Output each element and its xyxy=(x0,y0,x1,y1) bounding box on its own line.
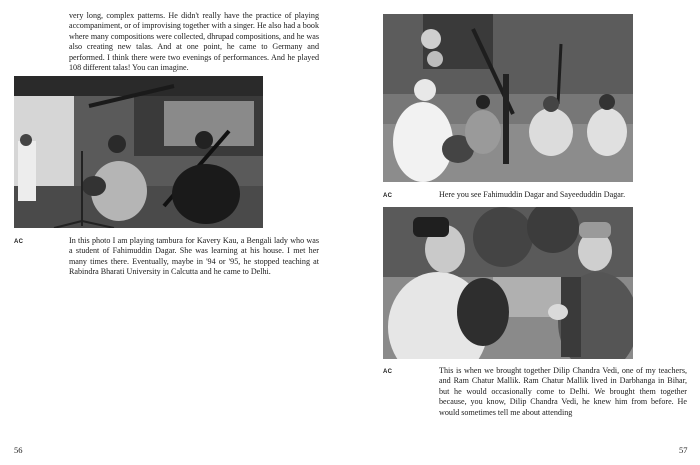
right-page xyxy=(350,0,700,465)
right-caption2: This is when we brought together Dilip Chandra Vedi, one of my teachers, and Ram Chatur Mallik. Ram Chatur Mallik lived in Darbhanga in Bihar, but he would occasionally come to Delhi. We brought them together because, you know, Dilip Chandra Vedi, he knew him from before. He would sometimes tell me about attending xyxy=(439,366,687,417)
right-caption2-initials: AC xyxy=(383,369,393,375)
left-caption-initials: AC xyxy=(14,239,24,245)
right-photo-bottom xyxy=(383,207,633,359)
left-photo-image xyxy=(14,76,263,228)
right-photo-top-image xyxy=(383,14,633,182)
right-caption1: Here you see Fahimuddin Dagar and Sayeeduddin Dagar. xyxy=(439,190,626,199)
left-caption: In this photo I am playing tambura for Kavery Kau, a Bengali lady who was a student of Fahimuddin Dagar. She was learning at his house. I met her many times there. Eventually, maybe in '94 or '95, he stopped teaching at Rabindra Bharati University in Calcutta and he came to Delhi. xyxy=(69,236,319,277)
left-photo xyxy=(14,76,263,228)
right-photo-bottom-image xyxy=(383,207,633,359)
right-photo-top xyxy=(383,14,633,182)
right-page-number: 57 xyxy=(679,445,688,455)
left-top-paragraph: very long, complex patterns. He didn't really have the practice of playing accompaniment, or of improvising together with a singer. He also had a book where many compositions were collected, dhrupad compositions, and he was also creating new talas. And at one point, he came to Germany and performed. I think there were two evenings of performances. And he played 108 different talas! You can imagine. xyxy=(69,11,319,73)
right-caption1-initials: AC xyxy=(383,193,393,199)
left-page-number: 56 xyxy=(14,445,23,455)
